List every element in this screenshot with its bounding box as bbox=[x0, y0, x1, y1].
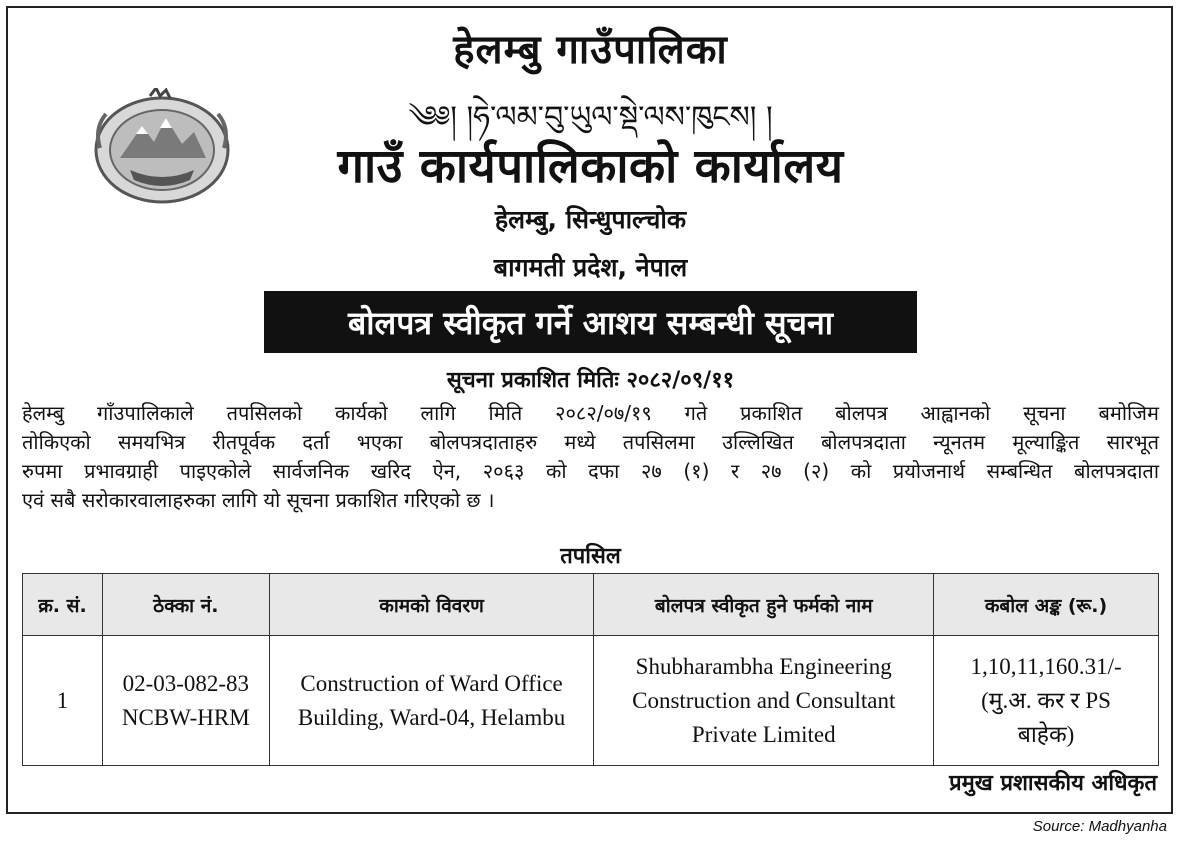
body-line: एवं सबै सरोकारवालाहरुका लागि यो सूचना प्रकाशित गरिएको छ । bbox=[22, 488, 495, 512]
cell-bid-amount bbox=[934, 636, 1159, 766]
body-line: तोकिएको समयभित्र रीतपूर्वक दर्ता भएका बोलपत्रदाताहरु मध्ये तपसिलमा उल्लिखित बोलपत्रदाता न्यूनतम मूल्याङ्कित सारभूत bbox=[22, 430, 1159, 454]
amount-line: (मु.अ. कर र PS bbox=[981, 687, 1111, 713]
body-line: रुपमा प्रभावग्राही पाइएकोले सार्वजनिक खरिद ऐन, २०६३ को दफा २७ (१) र २७ (२) को प्रयोजनार्थ सम्बन्धित बोलपत्रदाता bbox=[22, 459, 1159, 483]
notice-title-banner bbox=[264, 291, 917, 353]
office-name: गाउँ कार्यपालिकाको कार्यालय bbox=[337, 139, 844, 194]
contract-no-line: NCBW-HRM bbox=[121, 704, 250, 730]
address-line-1: हेलम्बु, सिन्धुपाल्चोक bbox=[494, 205, 687, 234]
contract-no-line: 02-03-082-83 bbox=[122, 670, 250, 696]
cell-sn: 1 bbox=[23, 636, 103, 766]
firm-line: Private Limited bbox=[691, 721, 836, 747]
amount-line: बाहेक) bbox=[1017, 721, 1075, 747]
address-line-2: बागमती प्रदेश, नेपाल bbox=[493, 253, 688, 282]
header-work-description: कामको विवरण bbox=[269, 574, 594, 636]
firm-line: Construction and Consultant bbox=[632, 687, 896, 713]
table-row bbox=[23, 636, 1159, 766]
work-line: Building, Ward-04, Helambu bbox=[297, 704, 566, 730]
tapsil-heading: तपसिल bbox=[560, 544, 621, 569]
award-table bbox=[22, 573, 1159, 766]
published-date: सूचना प्रकाशित मितिः २०८२/०९/११ bbox=[446, 368, 735, 393]
notice-body bbox=[22, 399, 1159, 515]
source-credit: Source: Madhyanha bbox=[1032, 818, 1167, 835]
amount-line: 1,10,11,160.31/- bbox=[970, 653, 1122, 679]
signatory: प्रमुख प्रशासकीय अधिकृत bbox=[949, 771, 1157, 796]
header-contract-no: ठेक्का नं. bbox=[102, 574, 269, 636]
cell-firm-name bbox=[594, 636, 934, 766]
header-bid-amount: कबोल अङ्क (रू.) bbox=[934, 574, 1159, 636]
body-line: हेलम्बु गाँउपालिकाले तपसिलको कार्यको लागि मिति २०८२/०७/१९ गते प्रकाशित बोलपत्र आह्वानको सूचना बमोजिम bbox=[22, 401, 1159, 425]
municipality-name: हेलम्बु गाउँपालिका bbox=[453, 27, 728, 73]
header-firm-name: बोलपत्र स्वीकृत हुने फर्मको नाम bbox=[594, 574, 934, 636]
cell-contract-no bbox=[102, 636, 269, 766]
notice-title: बोलपत्र स्वीकृत गर्ने आशय सम्बन्धी सूचना bbox=[347, 303, 834, 342]
firm-line: Shubharambha Engineering bbox=[635, 653, 892, 679]
table-header-row bbox=[23, 574, 1159, 636]
work-line: Construction of Ward Office bbox=[300, 670, 563, 696]
tibetan-subtitle: ༄༅། །ཧེ་ལམ་བུ་ཡུལ་སྡེ་ལས་ཁུངས། ། bbox=[408, 100, 773, 135]
header-sn: क्र. सं. bbox=[23, 574, 103, 636]
cell-work-description bbox=[269, 636, 594, 766]
